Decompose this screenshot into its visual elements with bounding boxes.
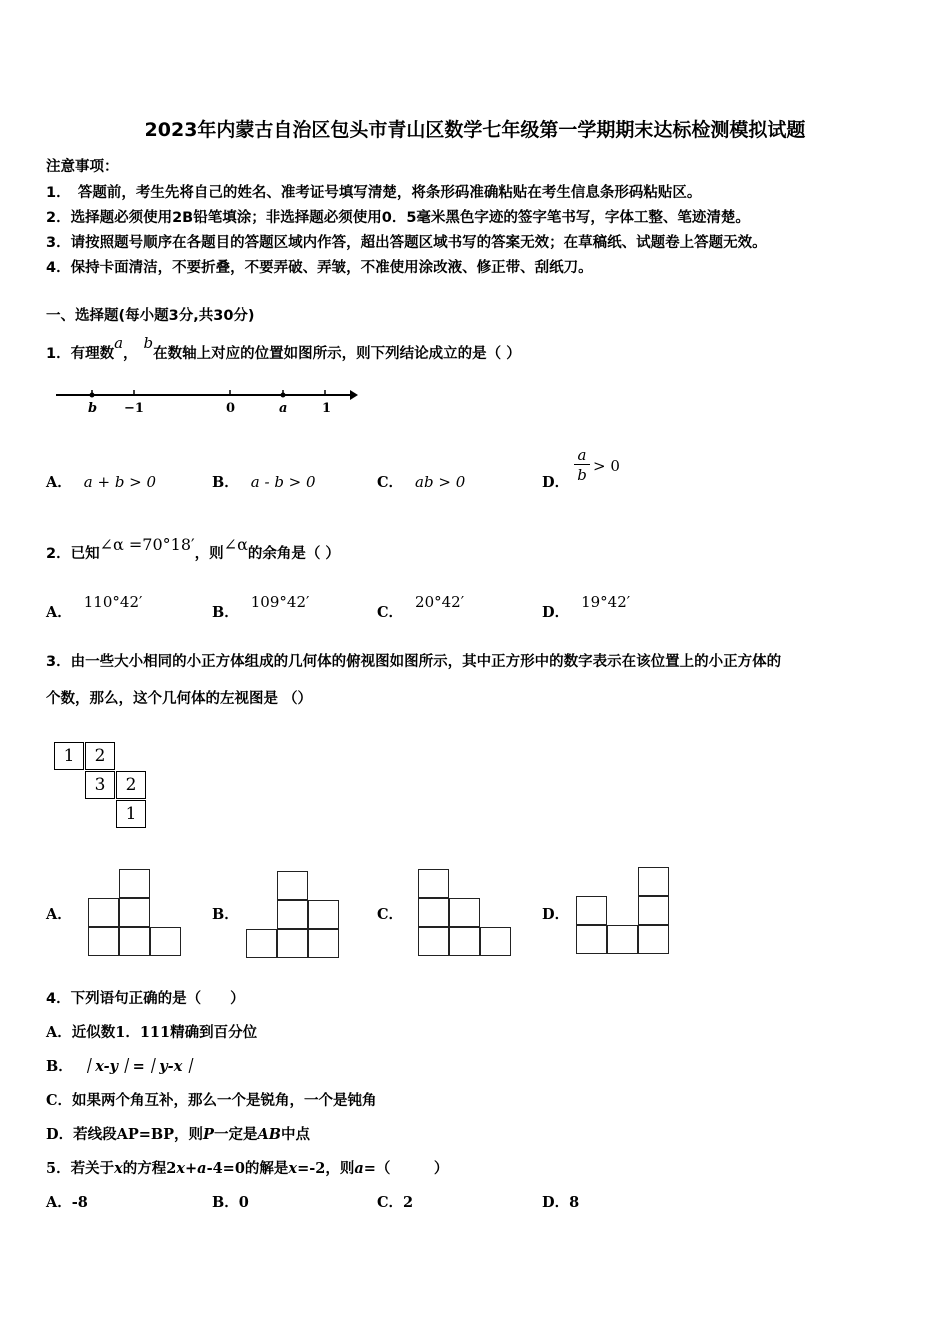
q4-option-a[interactable]: A．近似数1．111精确到百分位 [46,1024,258,1041]
cube [607,925,638,954]
q1-option-d[interactable]: D． [542,474,570,491]
cube [638,925,669,954]
q3-option-d-figure[interactable] [576,867,670,957]
grid-cell: 1 [116,800,146,828]
cube [576,896,607,925]
number-line [52,380,362,416]
q4-option-b[interactable]: B． ｜x-y｜=｜y-x｜ [46,1058,197,1075]
numberline-label-1: 1 [322,401,332,416]
grid-cell: 1 [54,742,84,770]
note-item: 4．保持卡面清洁，不要折叠，不要弄破、弄皱，不准使用涂改液、修正带、刮纸刀。 [46,260,593,276]
grid-cell: 3 [85,771,115,799]
cube [277,900,308,929]
cube [88,927,119,956]
cube [150,927,181,956]
question-5-stem: 5．若关于x的方程2x+a-4=0的解是x=-2，则a=（ ） [46,1160,449,1177]
q3-option-b-figure[interactable] [246,871,340,959]
cube [449,898,480,927]
top-view-grid [54,742,150,830]
q3-option-a-label[interactable]: A． [46,906,72,923]
q5-option-d[interactable]: D．8 [542,1194,580,1211]
q2-option-c[interactable]: C．20°42′ [377,593,465,621]
numberline-label-b: b [88,401,98,416]
cube [119,869,150,898]
q4-option-c[interactable]: C．如果两个角互补，那么一个是锐角，一个是钝角 [46,1092,377,1109]
fraction-a-over-b: a b [574,446,590,485]
page-title: 2023年内蒙古自治区包头市青山区数学七年级第一学期期末达标检测模拟试题 [144,119,806,141]
q3-option-a-figure[interactable] [88,869,182,957]
q1-option-c[interactable]: C． ab > 0 [377,473,466,491]
q1-option-a[interactable]: A． a + b > 0 [46,473,157,491]
grid-cell: 2 [116,771,146,799]
question-2-stem: 2．已知∠α =70°18′，则∠α的余角是（ ） [46,535,340,562]
q3-option-c-label[interactable]: C． [377,906,404,923]
cube [449,927,480,956]
q3-option-b-label[interactable]: B． [212,906,239,923]
q3-option-c-figure[interactable] [418,869,512,957]
cube [418,898,449,927]
question-3-stem-line1: 3．由一些大小相同的小正方体组成的几何体的俯视图如图所示，其中正方形中的数字表示在该位置上的小正方体的 [46,654,782,670]
question-1-stem: 1．有理数a，b在数轴上对应的位置如图所示，则下列结论成立的是（ ） [46,334,521,362]
q1-option-b[interactable]: B． a - b > 0 [212,473,316,491]
q4-option-d[interactable]: D．若线段AP=BP，则P一定是AB中点 [46,1126,310,1143]
cube [308,929,339,958]
q1-option-d-rest: > 0 [593,457,620,475]
note-item: 2．选择题必须使用2B铅笔填涂；非选择题必须使用0．5毫米黑色字迹的签字笔书写，字体工整、笔迹清楚。 [46,210,750,226]
cube [119,927,150,956]
cube [246,929,277,958]
q2-option-d[interactable]: D．19°42′ [542,593,631,621]
q3-option-d-label[interactable]: D． [542,906,570,923]
numberline-label-a: a [279,401,288,416]
notes-heading: 注意事项： [46,159,119,175]
cube [277,929,308,958]
q5-option-a[interactable]: A．-8 [46,1194,88,1211]
q2-option-b[interactable]: B．109°42′ [212,593,310,621]
grid-cell: 2 [85,742,115,770]
q5-option-c[interactable]: C．2 [377,1194,414,1211]
q5-option-b[interactable]: B．0 [212,1194,249,1211]
cube [480,927,511,956]
cube [638,867,669,896]
note-item: 3．请按照题号顺序在各题目的答题区域内作答，超出答题区域书写的答案无效；在草稿纸、试题卷上答题无效。 [46,235,767,251]
question-3-stem-line2: 个数，那么，这个几何体的左视图是 （） [46,691,313,707]
cube [277,871,308,900]
cube [576,925,607,954]
cube [418,869,449,898]
cube [88,898,119,927]
note-item: 1． 答题前，考生先将自己的姓名、准考证号填写清楚，将条形码准确粘贴在考生信息条形码粘贴区。 [46,185,702,201]
numberline-label-neg1: −1 [124,401,144,416]
cube [418,927,449,956]
cube [638,896,669,925]
q2-option-a[interactable]: A．110°42′ [46,593,143,621]
cube [119,898,150,927]
question-4-stem: 4．下列语句正确的是（ ） [46,991,245,1007]
numberline-label-0: 0 [226,401,236,416]
cube [308,900,339,929]
section-heading: 一、选择题(每小题3分,共30分) [46,308,255,324]
